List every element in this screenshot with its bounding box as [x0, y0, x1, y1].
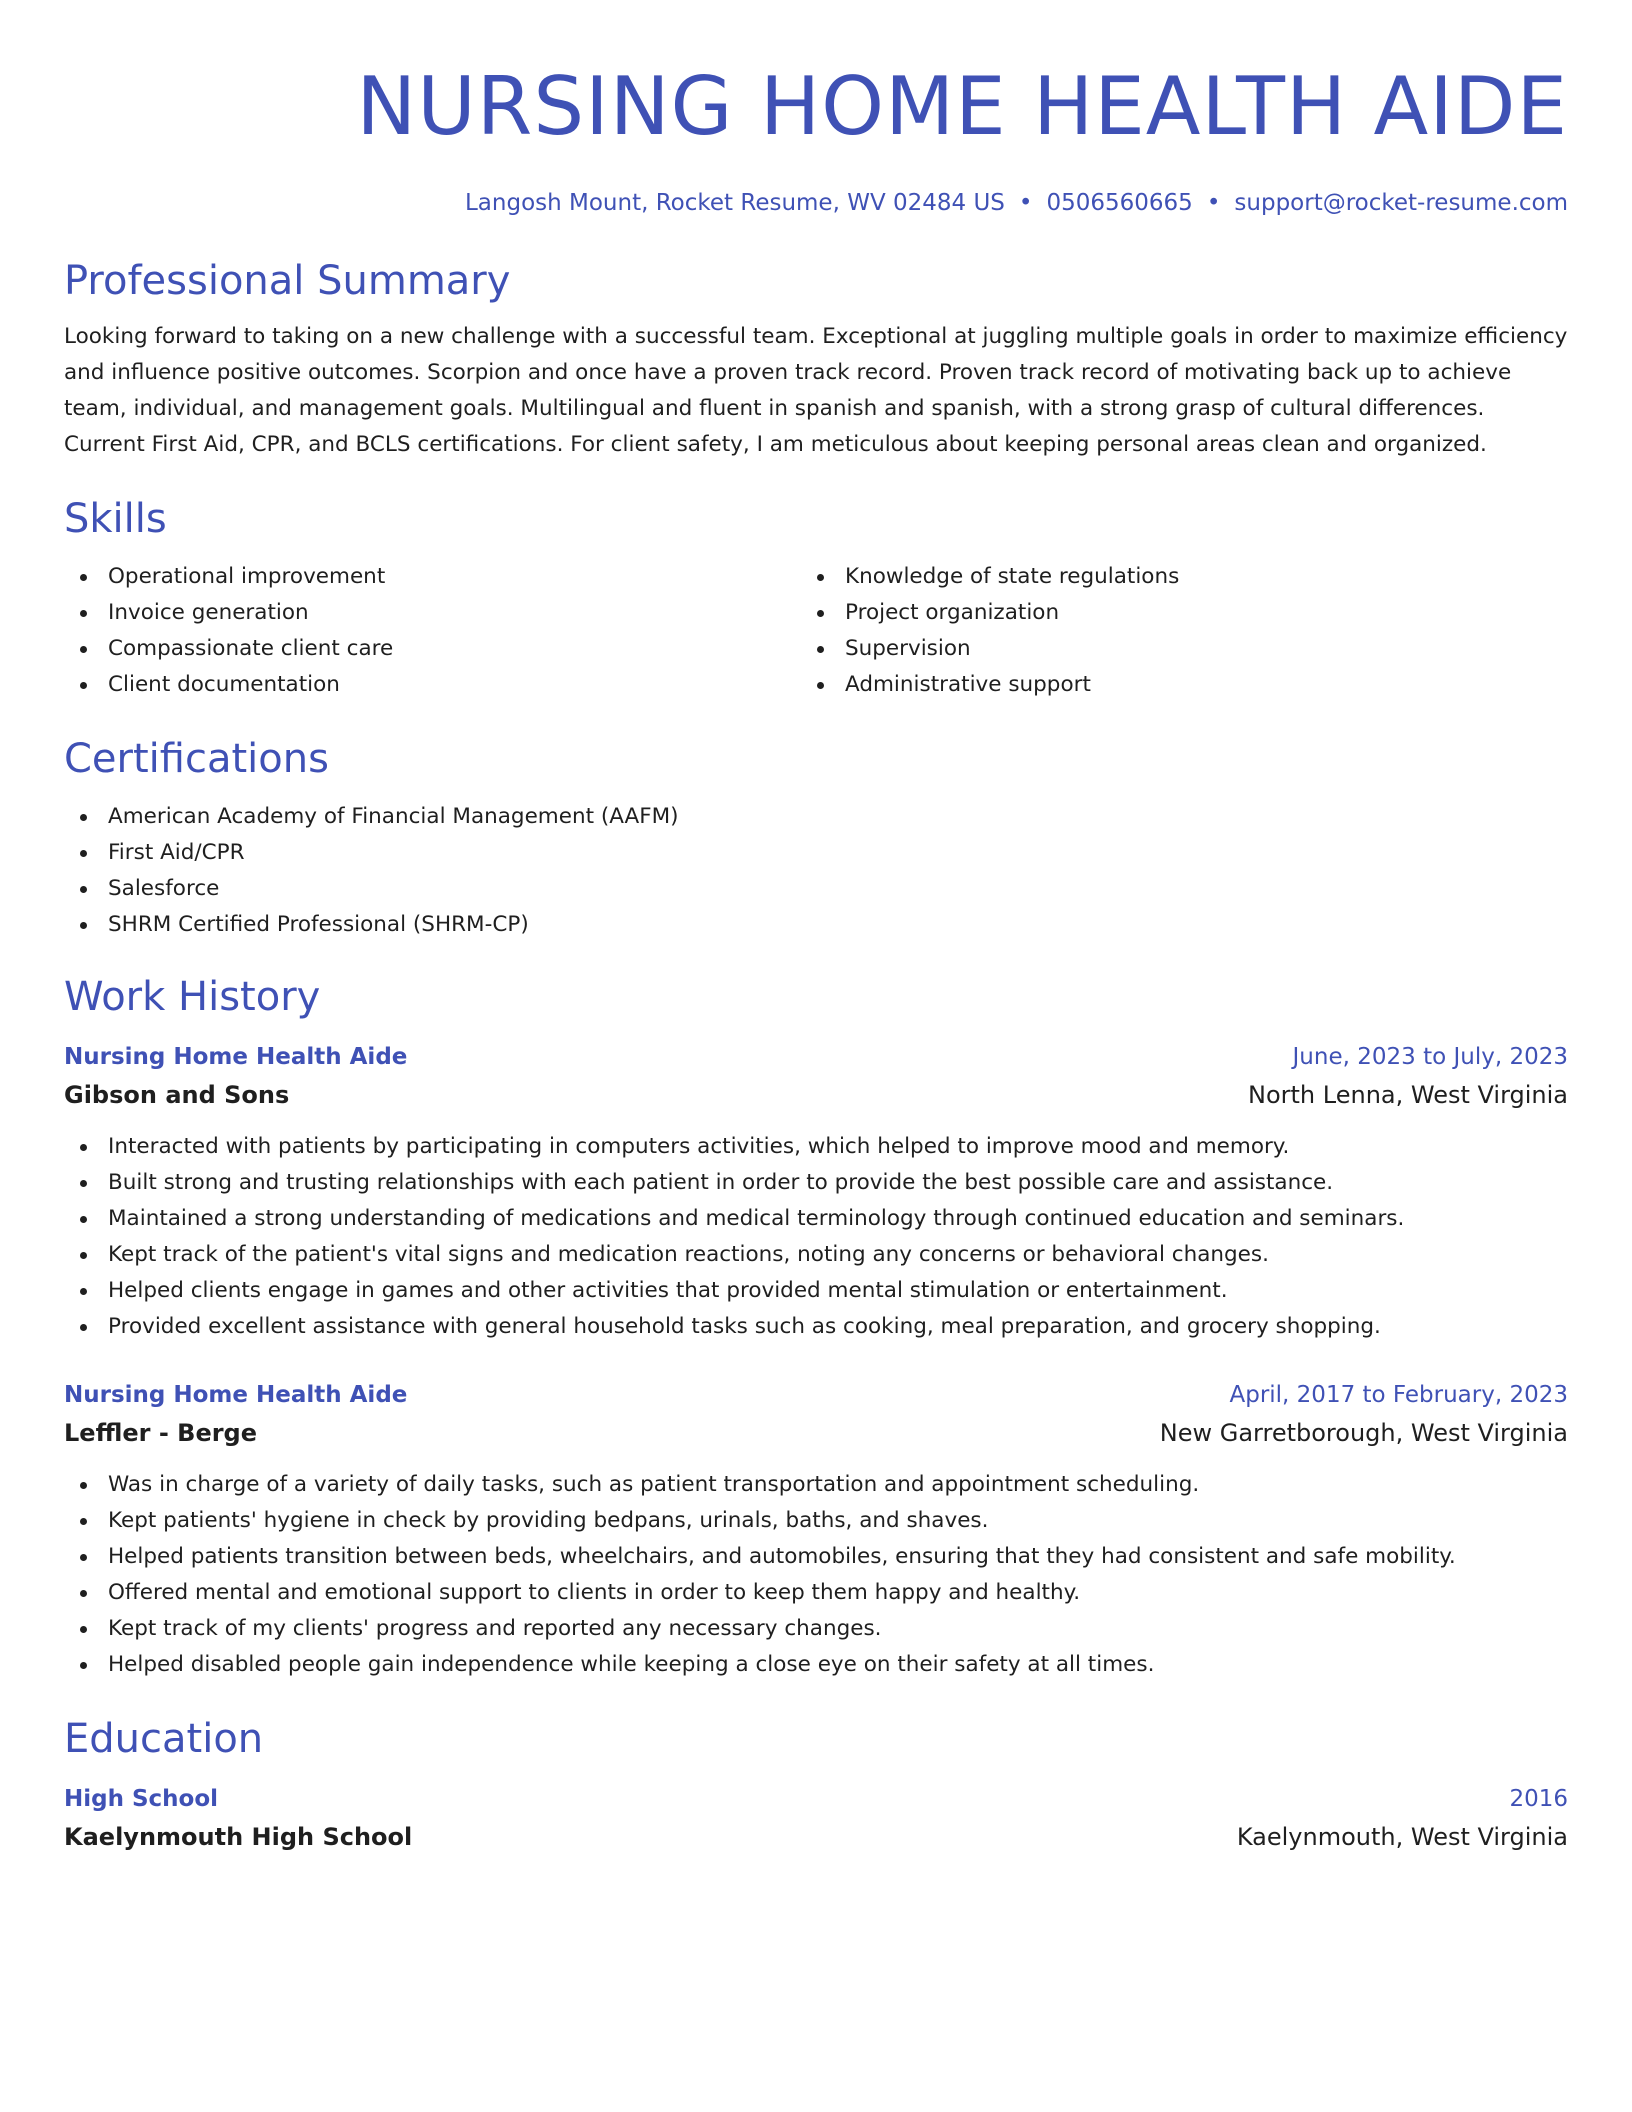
contact-address: Langosh Mount, Rocket Resume, WV 02484 US	[464, 190, 1005, 216]
job-duty-item: Kept track of my clients' progress and reported any necessary changes.	[64, 1611, 1568, 1647]
contact-separator: •	[1206, 190, 1221, 216]
skills-list-right	[801, 559, 1538, 703]
certification-item: First Aid/CPR	[64, 835, 1568, 871]
education-location: Kaelynmouth, West Virginia	[1236, 1823, 1568, 1851]
job-duty-item: Provided excellent assistance with general household tasks such as cooking, meal preparation, and grocery shopping.	[64, 1309, 1568, 1345]
education-heading: Education	[64, 1716, 264, 1762]
job-duty-item: Helped patients transition between beds, wheelchairs, and automobiles, ensuring that they had consistent and safe mobility.	[64, 1539, 1568, 1575]
education-year: 2016	[1509, 1786, 1568, 1812]
contact-line	[64, 186, 1568, 220]
work-history-heading: Work History	[64, 974, 321, 1020]
job-duty-item: Helped disabled people gain independence while keeping a close eye on their safety at all times.	[64, 1647, 1568, 1683]
job-title: Nursing Home Health Aide	[64, 1044, 408, 1070]
skills-heading: Skills	[64, 496, 167, 542]
skills-section	[64, 493, 1568, 703]
certifications-heading: Certifications	[64, 736, 329, 782]
contact-email: support@rocket-resume.com	[1234, 190, 1568, 216]
skill-item: Invoice generation	[64, 595, 801, 631]
skill-item: Compassionate client care	[64, 631, 801, 667]
job-duty-item: Built strong and trusting relationships with each patient in order to provide the best possible care and assistance.	[64, 1165, 1568, 1201]
job-entry	[64, 1039, 1568, 1345]
education-school: Kaelynmouth High School	[64, 1823, 413, 1851]
summary-section	[64, 255, 1568, 463]
job-duty-item: Offered mental and emotional support to clients in order to keep them happy and healthy.	[64, 1575, 1568, 1611]
skill-item: Project organization	[801, 595, 1538, 631]
certification-item: American Academy of Financial Management (AAFM)	[64, 799, 1568, 835]
skill-item: Knowledge of state regulations	[801, 559, 1538, 595]
job-company: Leffler - Berge	[64, 1419, 258, 1447]
certifications-list	[64, 799, 1568, 943]
skill-item: Supervision	[801, 631, 1538, 667]
job-duty-item: Kept track of the patient's vital signs and medication reactions, noting any concerns or behavioral changes.	[64, 1237, 1568, 1273]
certification-item: SHRM Certified Professional (SHRM-CP)	[64, 907, 1568, 943]
resume-name-heading: NURSING HOME HEALTH AIDE	[356, 60, 1568, 153]
job-duty-item: Maintained a strong understanding of medications and medical terminology through continued education and seminars.	[64, 1201, 1568, 1237]
job-entry	[64, 1377, 1568, 1683]
job-dates: April, 2017 to February, 2023	[1229, 1382, 1568, 1408]
skills-list-left	[64, 559, 801, 703]
job-duty-item: Helped clients engage in games and other activities that provided mental stimulation or entertainment.	[64, 1273, 1568, 1309]
job-dates: June, 2023 to July, 2023	[1292, 1044, 1568, 1070]
job-location: North Lenna, West Virginia	[1248, 1081, 1568, 1109]
education-section	[64, 1713, 1568, 1857]
job-duty-item: Kept patients' hygiene in check by providing bedpans, urinals, baths, and shaves.	[64, 1503, 1568, 1539]
job-duty-item: Interacted with patients by participating in computers activities, which helped to improve mood and memory.	[64, 1129, 1568, 1165]
job-title: Nursing Home Health Aide	[64, 1382, 408, 1408]
certifications-section	[64, 733, 1568, 943]
summary-heading: Professional Summary	[64, 258, 511, 304]
certification-item: Salesforce	[64, 871, 1568, 907]
job-duties-list	[64, 1129, 1568, 1345]
work-history-section	[64, 971, 1568, 1683]
contact-phone: 0506560665	[1046, 190, 1193, 216]
education-entry	[64, 1781, 1568, 1857]
job-location: New Garretborough, West Virginia	[1159, 1419, 1568, 1447]
job-duties-list	[64, 1467, 1568, 1683]
job-company: Gibson and Sons	[64, 1081, 290, 1109]
job-duty-item: Was in charge of a variety of daily tasks, such as patient transportation and appointment scheduling.	[64, 1467, 1568, 1503]
skill-item: Operational improvement	[64, 559, 801, 595]
contact-separator: •	[1018, 190, 1033, 216]
skill-item: Client documentation	[64, 667, 801, 703]
education-degree: High School	[64, 1786, 219, 1812]
summary-text: Looking forward to taking on a new challenge with a successful team. Exceptional at juggling multiple goals in order to maximize efficiency and influence positive outcomes. Scorpion and once have a proven track record. Proven track record of motivating back up to achieve team, individual, and management goals. Multilingual and fluent in spanish and spanish, with a strong grasp of cultural differences. Current First Aid, CPR, and BCLS certifications. For client safety, I am meticulous about keeping personal areas clean and organized.	[64, 324, 1568, 457]
skill-item: Administrative support	[801, 667, 1538, 703]
